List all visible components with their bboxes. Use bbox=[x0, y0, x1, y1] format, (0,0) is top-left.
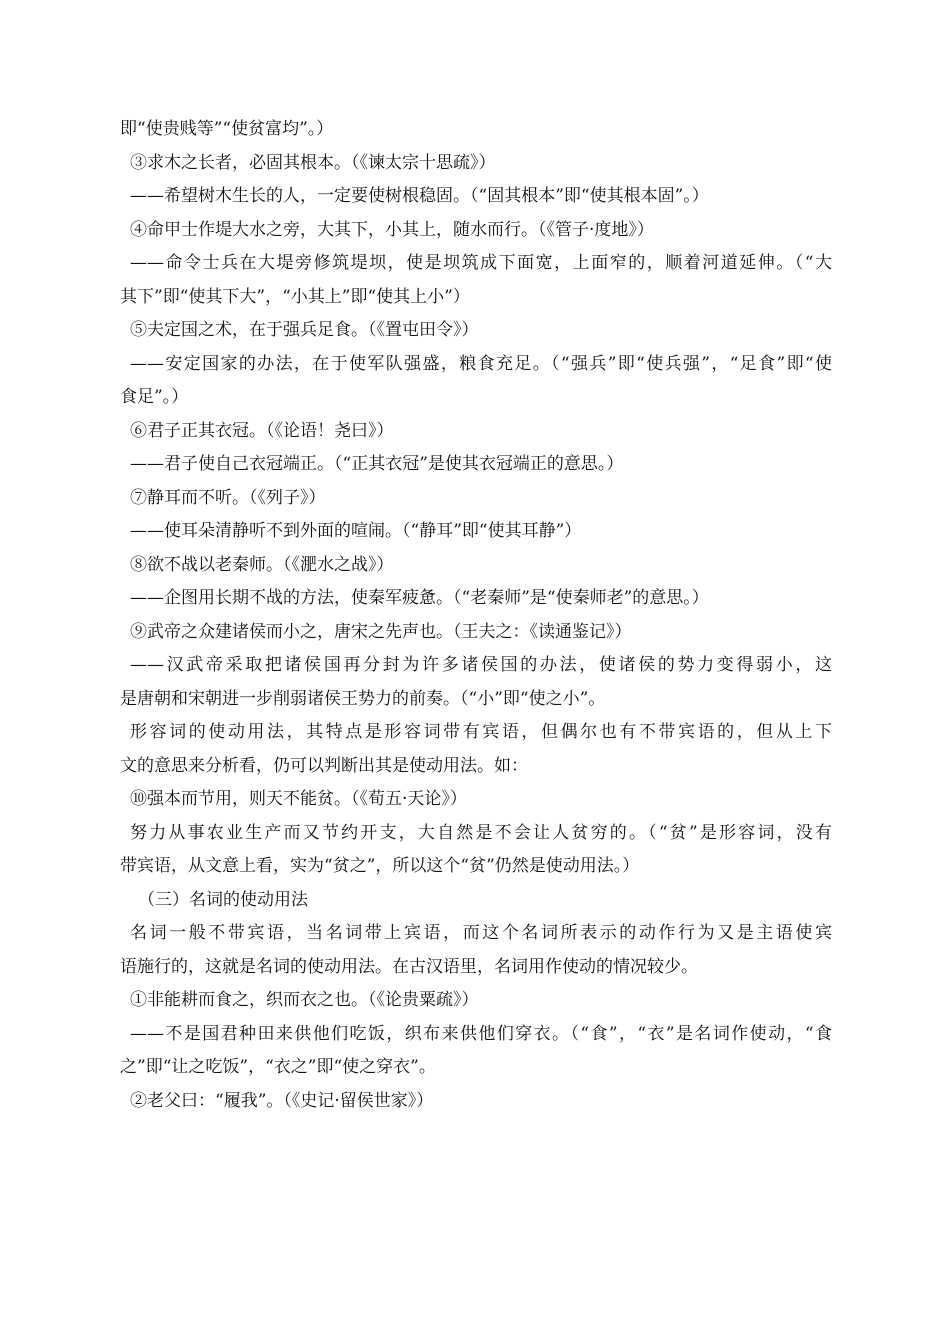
text-line: 其下”即“使其下大”，“小其上”即“使其上小”） bbox=[120, 286, 470, 307]
translation-line: ——使耳朵清静听不到外面的喧闹。（“静耳”即“使其耳静”） bbox=[130, 521, 582, 541]
example-line: ⑨武帝之众建诸侯而小之，唐宋之先声也。（王夫之：《读通鉴记》） bbox=[130, 621, 632, 642]
example-line: ⑧欲不战以老秦师。（《淝水之战》） bbox=[130, 554, 394, 575]
text-line: 即“使贵贱等”“使贫富均”。） bbox=[120, 119, 334, 139]
example-line: ③求木之长者，必固其根本。（《谏太宗十思疏》） bbox=[130, 152, 496, 173]
text-line: 语施行的，这就是名词的使动用法。在古汉语里，名词用作使动的情况较少。 bbox=[120, 956, 698, 977]
example-line: ⑤夫定国之术，在于强兵足食。（《置屯田令》） bbox=[130, 320, 479, 340]
translation-line: ——企图用长期不战的方法，使秦军疲惫。（“老秦师”是“使秦师老”的意思。） bbox=[130, 588, 709, 608]
paragraph-line: 名词一般不带宾语，当名词带上宾语，而这个名词所表示的动作行为又是主语使宾 bbox=[130, 923, 832, 943]
text-line: 带宾语，从文意上看，实为“贫之”，所以这个“贫”仍然是使动用法。） bbox=[120, 856, 640, 876]
example-line: ②老父曰：“履我”。（《史记·留侯世家》） bbox=[130, 1090, 434, 1111]
paragraph-line: 形容词的使动用法，其特点是形容词带有宾语，但偶尔也有不带宾语的，但从上下 bbox=[130, 722, 832, 742]
text-line: 之”即“让之吃饭”，“衣之”即“使之穿衣”。 bbox=[120, 1057, 436, 1077]
translation-line: ——希望树木生长的人，一定要使树根稳固。（“固其根本”即“使其根本固”。） bbox=[130, 186, 709, 206]
section-heading: （三）名词的使动用法 bbox=[138, 889, 308, 910]
text-line: 是唐朝和宋朝进一步削弱诸侯王势力的前奏。（“小”即“使之小”。 bbox=[120, 688, 606, 709]
example-line: ⑥君子正其衣冠。（《论语！尧曰》） bbox=[130, 420, 394, 441]
translation-line: ——命令士兵在大堤旁修筑堤坝，使是坝筑成下面宽，上面窄的，顺着河道延伸。（“大 bbox=[130, 253, 832, 273]
example-line: ⑩强本而节用，则天不能贫。（《荀五·天论》） bbox=[130, 789, 467, 809]
text-line: 文的意思来分析看，仍可以判断出其是使动用法。如： bbox=[120, 755, 528, 776]
text-line: 食足”。） bbox=[120, 387, 189, 407]
example-line: ④命甲士作堤大水之旁，大其下，小其上，随水而行。（《管子·度地》） bbox=[130, 219, 654, 240]
translation-line: 努力从事农业生产而又节约开支，大自然是不会让人贫穷的。（“贫”是形容词，没有 bbox=[130, 822, 832, 843]
example-line: ①非能耕而食之，织而衣之也。（《论贵粟疏》） bbox=[130, 990, 479, 1010]
example-line: ⑦静耳而不听。（《列子》） bbox=[130, 487, 326, 508]
translation-line: ——君子使自己衣冠端正。（“正其衣冠”是使其衣冠端正的意思。） bbox=[130, 454, 624, 474]
document-page bbox=[120, 113, 832, 1118]
translation-line: ——安定国家的办法，在于使军队强盛，粮食充足。（“强兵”即“使兵强”，“足食”即“使 bbox=[130, 353, 832, 374]
translation-line: ——汉武帝采取把诸侯国再分封为许多诸侯国的办法，使诸侯的势力变得弱小，这 bbox=[130, 655, 832, 675]
translation-line: ——不是国君种田来供他们吃饭，织布来供他们穿衣。（“食”，“衣”是名词作使动，“食 bbox=[130, 1023, 832, 1044]
